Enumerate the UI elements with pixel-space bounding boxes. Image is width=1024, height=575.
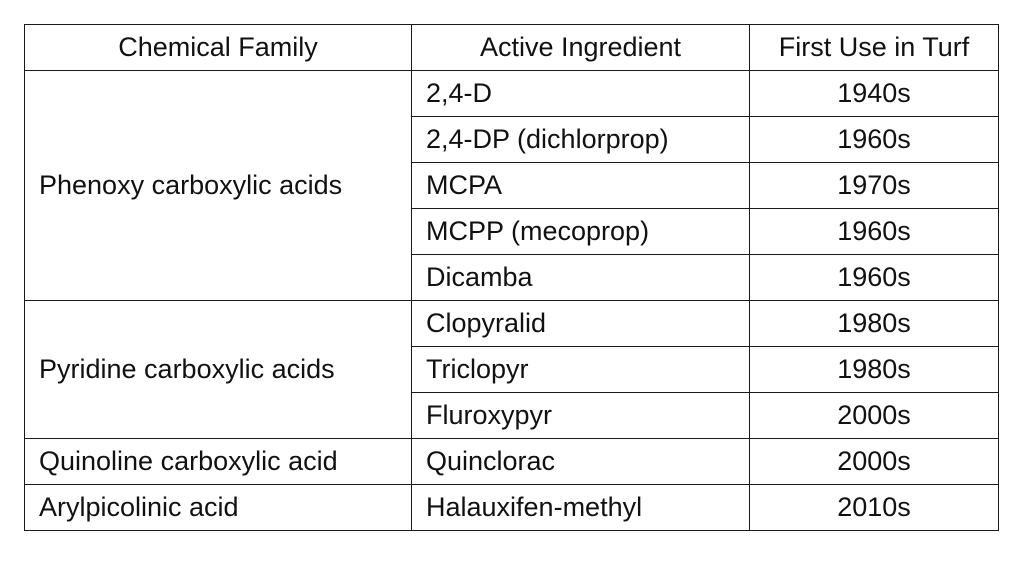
first-use-cell: 1940s: [750, 71, 999, 117]
table-header: [25, 25, 999, 71]
first-use-cell: 1960s: [750, 255, 999, 301]
header-active-ingredient: Active Ingredient: [412, 25, 750, 71]
table-row: [25, 71, 999, 117]
first-use-cell: 2000s: [750, 439, 999, 485]
active-ingredient-cell: Fluroxypyr: [412, 393, 750, 439]
chemical-family-cell: Quinoline carboxylic acid: [25, 439, 412, 485]
first-use-cell: 1980s: [750, 301, 999, 347]
table-row: [25, 485, 999, 531]
active-ingredient-cell: MCPA: [412, 163, 750, 209]
active-ingredient-cell: 2,4-D: [412, 71, 750, 117]
chemical-family-cell: Phenoxy carboxylic acids: [25, 71, 412, 301]
first-use-cell: 1960s: [750, 209, 999, 255]
header-row: [25, 25, 999, 71]
table-body: [25, 71, 999, 531]
table-row: [25, 439, 999, 485]
herbicide-table: [24, 24, 999, 531]
first-use-cell: 1960s: [750, 117, 999, 163]
active-ingredient-cell: MCPP (mecoprop): [412, 209, 750, 255]
header-chemical-family: Chemical Family: [25, 25, 412, 71]
first-use-cell: 2010s: [750, 485, 999, 531]
chemical-family-cell: Pyridine carboxylic acids: [25, 301, 412, 439]
first-use-cell: 1980s: [750, 347, 999, 393]
table-row: [25, 301, 999, 347]
active-ingredient-cell: Halauxifen-methyl: [412, 485, 750, 531]
active-ingredient-cell: Quinclorac: [412, 439, 750, 485]
active-ingredient-cell: Dicamba: [412, 255, 750, 301]
first-use-cell: 1970s: [750, 163, 999, 209]
active-ingredient-cell: Clopyralid: [412, 301, 750, 347]
chemical-family-cell: Arylpicolinic acid: [25, 485, 412, 531]
header-first-use: First Use in Turf: [750, 25, 999, 71]
first-use-cell: 2000s: [750, 393, 999, 439]
active-ingredient-cell: 2,4-DP (dichlorprop): [412, 117, 750, 163]
active-ingredient-cell: Triclopyr: [412, 347, 750, 393]
